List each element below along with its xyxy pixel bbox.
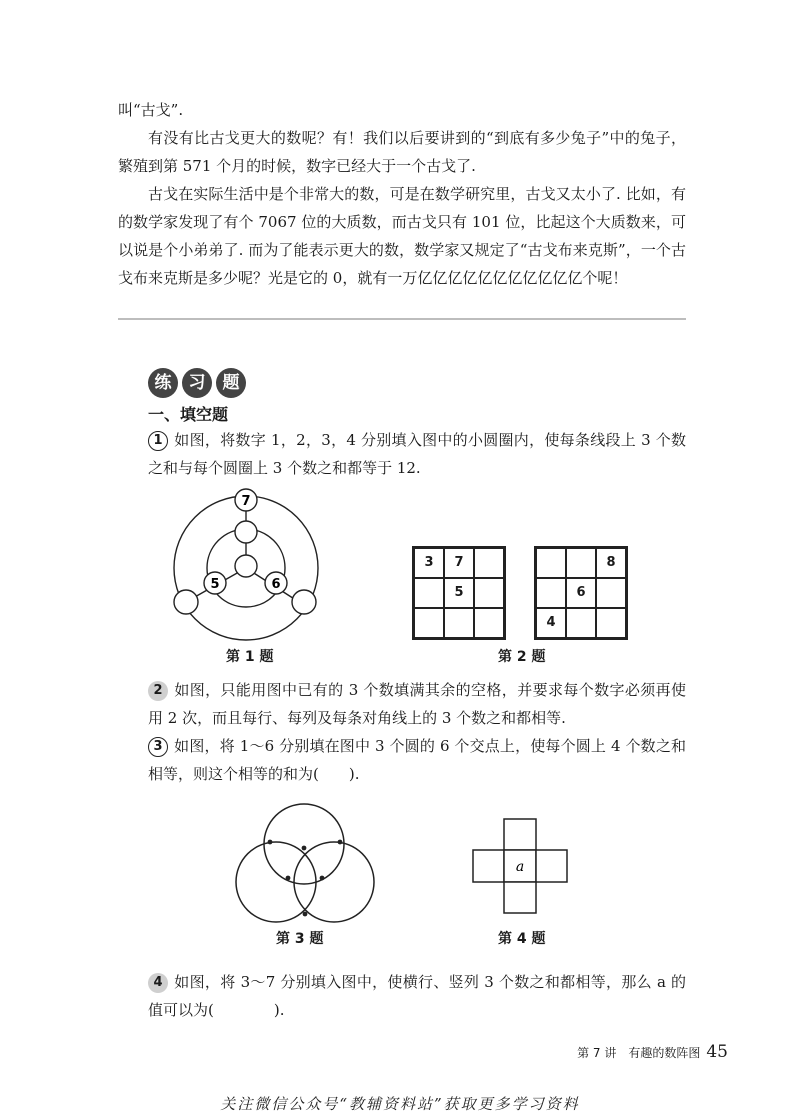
- grid-cell: [444, 608, 474, 638]
- figure-3-three-circles: [230, 800, 380, 926]
- grid-cell: 7: [444, 548, 474, 578]
- grid-cell: 6: [566, 578, 596, 608]
- intro-paragraph-3: 古戈在实际生活中是个非常大的数，可是在数学研究里，古戈又太小了. 比如，有的数学家发现了有个 7067 位的大质数，而古戈只有 101 位，比起这个大质数来，可以说是个小弟弟了. 而为了能表示更大的数，数学家又规定了“古戈布来克斯”，一个古戈布来克斯是多少呢？光是它的 0，就有一万亿亿亿亿亿亿亿亿亿亿亿个呢！: [118, 185, 686, 287]
- grid-cell: [414, 608, 444, 638]
- node-center: [235, 555, 257, 577]
- figure-4-caption: 第 4 题: [498, 931, 546, 947]
- grid-cell: [596, 578, 626, 608]
- circle-top: [264, 804, 344, 884]
- intersection-dot: [268, 840, 273, 845]
- intro-paragraph-2: 有没有比古戈更大的数呢？有！我们以后要讲到的“到底有多少兔子”中的兔子，繁殖到第 571 个月的时候，数字已经大于一个古戈了.: [118, 129, 686, 175]
- circle-right: [294, 842, 374, 922]
- intersection-dot: [303, 912, 308, 917]
- exercise-section-title: [148, 368, 246, 398]
- grid-cell: [566, 608, 596, 638]
- question-3-text: 如图，将 1～6 分别填在图中 3 个圆的 6 个交点上，使每个圆上 4 个数之和相等，则这个相等的和为( ).: [148, 737, 686, 783]
- cross-cell-right: [536, 850, 567, 882]
- intersection-dot: [302, 846, 307, 851]
- question-number-badge: 3: [148, 737, 168, 757]
- grid-cell: 5: [444, 578, 474, 608]
- question-4: [118, 968, 686, 1024]
- section-title-char: 习: [182, 368, 212, 398]
- grid-cell: 4: [536, 608, 566, 638]
- grid-cell: [536, 578, 566, 608]
- figure-1-caption: 第 1 题: [226, 649, 274, 665]
- node-top-inner: [235, 521, 257, 543]
- grid-cell: [596, 608, 626, 638]
- page-footer: [577, 1042, 728, 1062]
- chapter-label: 第 7 讲 有趣的数阵图: [577, 1046, 701, 1060]
- fill-in-subheading: 一、填空题: [148, 405, 229, 424]
- grid-cell: [474, 548, 504, 578]
- question-3: [118, 732, 686, 788]
- grid-cell: 8: [596, 548, 626, 578]
- grid-cell: [474, 578, 504, 608]
- node-label-right: 6: [271, 577, 281, 592]
- grid-cell: [536, 548, 566, 578]
- intro-paragraph-1: 叫“古戈”.: [118, 101, 184, 119]
- circle-left: [236, 842, 316, 922]
- node-label-left: 5: [210, 577, 220, 592]
- section-title-char: 题: [216, 368, 246, 398]
- section-title-char: 练: [148, 368, 178, 398]
- figure-3-caption: 第 3 题: [276, 931, 324, 947]
- cross-cell-top: [504, 819, 536, 850]
- node-right-outer: [292, 590, 316, 614]
- grid-cell: [566, 548, 596, 578]
- intersection-dot: [338, 840, 343, 845]
- figure-2-grid-a: [412, 546, 506, 640]
- page-number: 45: [706, 1042, 728, 1062]
- grid-cell: [474, 608, 504, 638]
- figure-4-cross-grid: [472, 818, 568, 914]
- cross-cell-left: [473, 850, 504, 882]
- figure-2-grid-b: [534, 546, 628, 640]
- question-1-text: 如图，将数字 1，2，3，4 分别填入图中的小圆圈内，使每条线段上 3 个数之和与每个圆圈上 3 个数之和都等于 12.: [148, 431, 686, 477]
- cross-center-label: a: [515, 859, 525, 875]
- intersection-dot: [320, 876, 325, 881]
- grid-cell: [414, 578, 444, 608]
- question-2-text: 如图，只能用图中已有的 3 个数填满其余的空格，并要求每个数字必须再使用 2 次，而且每行、每列及每条对角线上的 3 个数之和都相等.: [148, 681, 686, 727]
- question-1: [118, 426, 686, 482]
- question-number-badge: 4: [148, 973, 168, 993]
- question-number-badge: 1: [148, 431, 168, 451]
- node-label-top: 7: [241, 494, 251, 509]
- question-number-badge: 2: [148, 681, 168, 701]
- figure-1-circle-puzzle: [168, 484, 328, 642]
- question-2: [118, 676, 686, 732]
- node-left-outer: [174, 590, 198, 614]
- intersection-dot: [286, 876, 291, 881]
- question-4-text: 如图，将 3～7 分别填入图中，使横行、竖列 3 个数之和都相等，那么 a 的值可以为( ).: [148, 973, 686, 1019]
- bottom-notice: 关注微信公众号“教辅资料站”获取更多学习资料: [220, 1095, 580, 1113]
- grid-cell: 3: [414, 548, 444, 578]
- figure-2-caption: 第 2 题: [498, 649, 546, 665]
- section-divider: [118, 318, 686, 320]
- cross-cell-bottom: [504, 882, 536, 913]
